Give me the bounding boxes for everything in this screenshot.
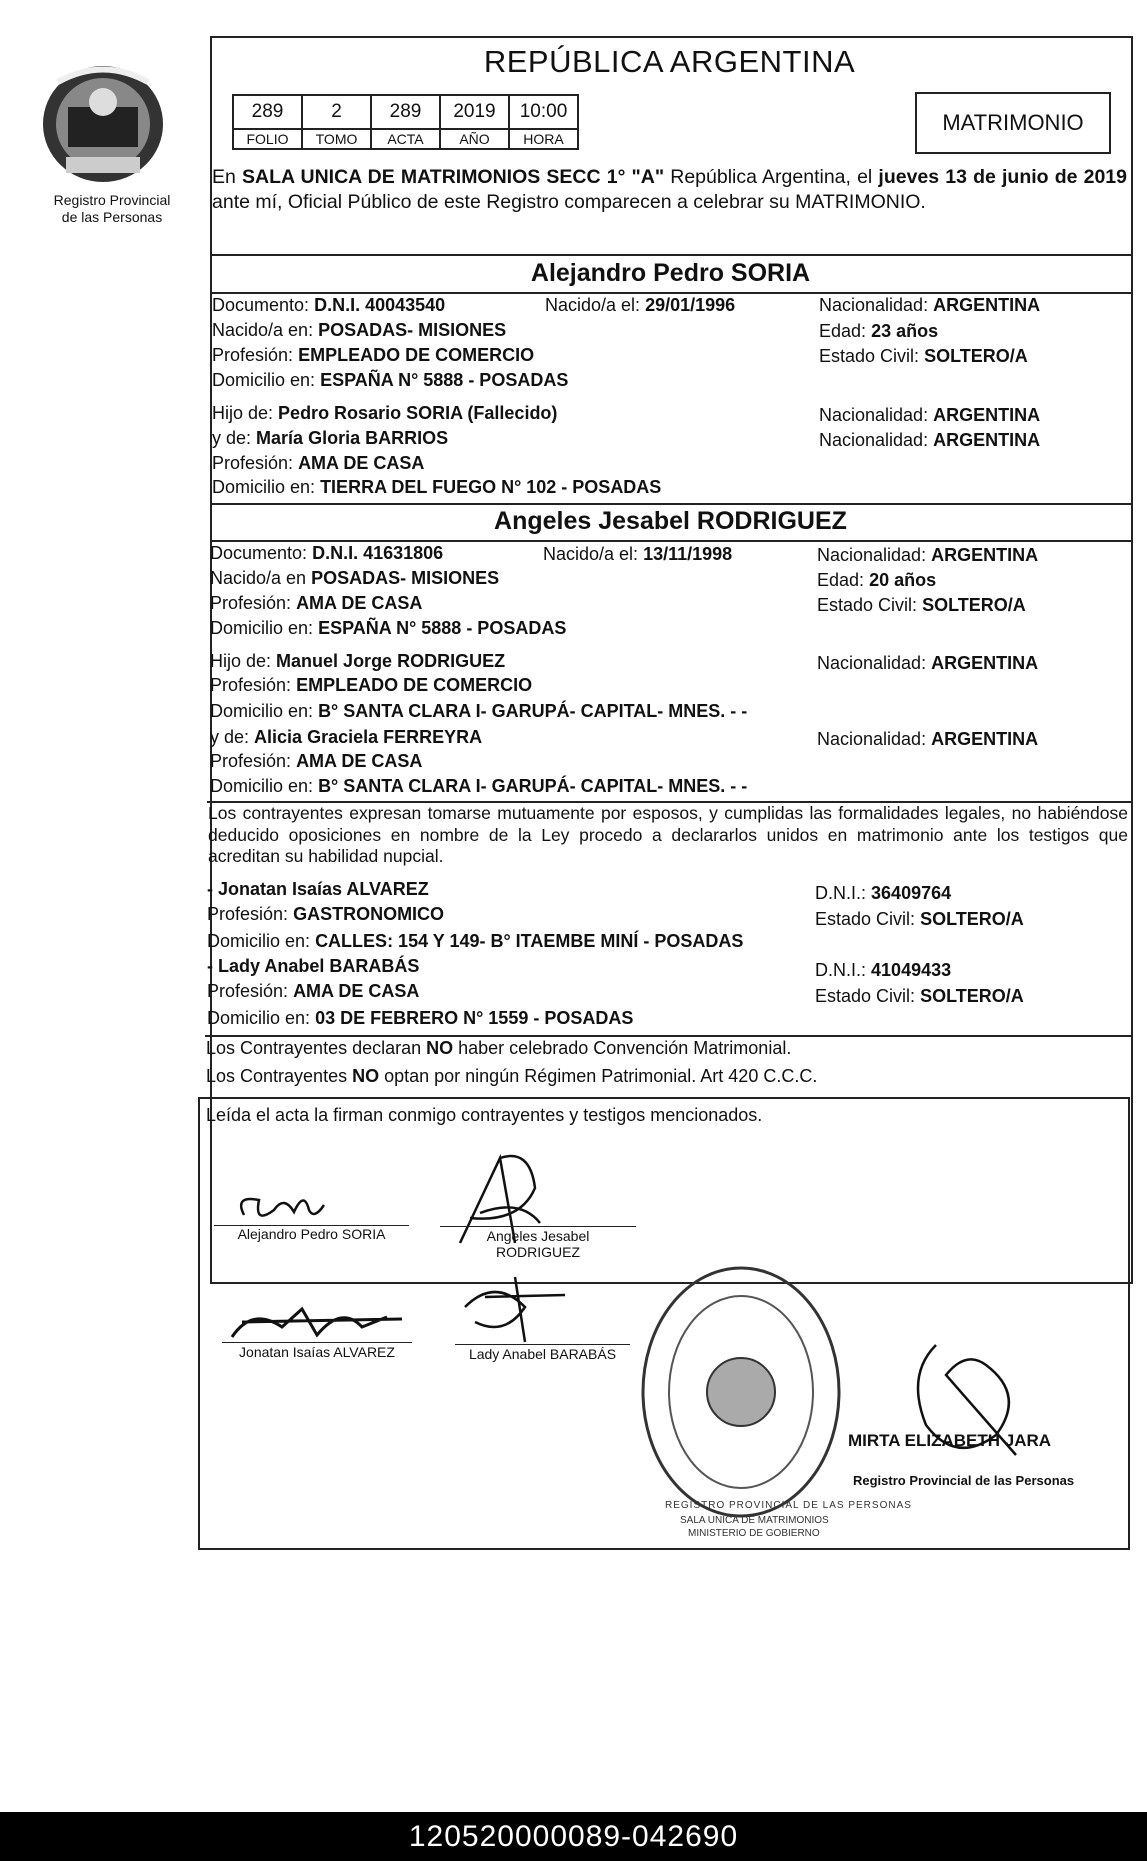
signature-line [440, 1226, 636, 1227]
bride-name-heading: Angeles Jesabel RODRIGUEZ [494, 507, 847, 535]
groom-address: Domicilio en: ESPAÑA N° 5888 - POSADAS [212, 370, 569, 390]
groom-profession: Profesión: EMPLEADO DE COMERCIO [212, 345, 535, 365]
ano-value: 2019 [440, 95, 509, 129]
bride-mother-nationality: Nacionalidad: ARGENTINA [817, 729, 1039, 749]
witness1-civil-status: Estado Civil: SOLTERO/A [815, 909, 1024, 929]
bride-father: Hijo de: Manuel Jorge RODRIGUEZ [210, 651, 506, 671]
witness2-address: Domicilio en: 03 DE FEBRERO N° 1559 - POSADAS [207, 1008, 634, 1028]
divider [210, 540, 1131, 542]
witness2-signature-name: Lady Anabel BARABÁS [468, 1346, 617, 1362]
groom-civil-status: Estado Civil: SOLTERO/A [819, 346, 1028, 366]
record-info-table [232, 94, 579, 150]
bride-father-address: Domicilio en: B° SANTA CLARA I- GARUPÁ- CAPITAL- MNES. - - [210, 701, 748, 721]
groom-father-nationality: Nacionalidad: ARGENTINA [819, 405, 1041, 425]
declaration-paragraph: Los contrayentes expresan tomarse mutuamente por esposos, y cumplidas las formalidades legales, no habiéndose deducido oposiciones en nombre de la Ley procedo a declararlos unidos en matrimonio ante los testigos que acreditan su habilidad nupcial. [208, 803, 1128, 866]
tomo-value: 2 [302, 95, 371, 129]
convention-statement: Los Contrayentes declaran NO haber celebrado Convención Matrimonial. [206, 1038, 792, 1058]
groom-parents-profession: Profesión: AMA DE CASA [212, 453, 425, 473]
witness2-profession: Profesión: AMA DE CASA [207, 981, 420, 1001]
bride-age: Edad: 20 años [817, 570, 937, 590]
seal-bottom-text: MINISTERIO DE GOBIERNO [688, 1528, 820, 1539]
groom-father: Hijo de: Pedro Rosario SORIA (Fallecido) [212, 403, 558, 423]
regime-statement: Los Contrayentes NO optan por ningún Régimen Patrimonial. Art 420 C.C.C. [206, 1066, 818, 1086]
officer-signature [886, 1335, 1036, 1480]
divider [210, 292, 1131, 294]
officer-name: MIRTA ELIZABETH JARA [848, 1431, 1052, 1450]
bride-mother: y de: Alicia Graciela FERREYRA [210, 727, 483, 747]
groom-mother: y de: María Gloria BARRIOS [212, 428, 449, 448]
witness2-signature [455, 1267, 575, 1352]
country-title: REPÚBLICA ARGENTINA [483, 44, 856, 79]
witness1-signature-name: Jonatan Isaías ALVAREZ [239, 1344, 395, 1360]
bride-father-profession: Profesión: EMPLEADO DE COMERCIO [210, 675, 533, 695]
hora-label: HORA [509, 129, 578, 149]
groom-parents-address: Domicilio en: TIERRA DEL FUEGO N° 102 - POSADAS [212, 477, 662, 497]
folio-label: FOLIO [233, 129, 302, 149]
divider [205, 1035, 1131, 1037]
bride-birth-date: Nacido/a el: 13/11/1998 [543, 544, 733, 564]
bride-mother-address: Domicilio en: B° SANTA CLARA I- GARUPÁ- CAPITAL- MNES. - - [210, 776, 748, 796]
ano-label: AÑO [440, 129, 509, 149]
intro-paragraph: En SALA UNICA DE MATRIMONIOS SECC 1° "A" República Argentina, el jueves 13 de junio de 2019 ante mí, Oficial Público de este Registro comparecen a celebrar su MATRIMONIO. [212, 166, 1127, 213]
witness1-address: Domicilio en: CALLES: 154 Y 149- B° ITAEMBE MINÍ - POSADAS [207, 931, 744, 951]
record-type-box: MATRIMONIO [915, 92, 1111, 154]
logo-caption: Registro Provincial de las Personas [53, 192, 171, 225]
divider [210, 254, 1131, 256]
witness2-dni: D.N.I.: 41049433 [815, 960, 952, 980]
document-barcode-number: 120520000089-042690 [0, 1812, 1147, 1861]
closing-statement: Leída el acta la firman conmigo contrayentes y testigos mencionados. [206, 1105, 763, 1125]
bride-address: Domicilio en: ESPAÑA N° 5888 - POSADAS [210, 618, 567, 638]
tomo-label: TOMO [302, 129, 371, 149]
groom-age: Edad: 23 años [819, 321, 939, 341]
groom-signature-name: Alejandro Pedro SORIA [237, 1226, 386, 1242]
bride-nationality: Nacionalidad: ARGENTINA [817, 545, 1039, 565]
acta-label: ACTA [371, 129, 440, 149]
bride-mother-profession: Profesión: AMA DE CASA [210, 751, 423, 771]
divider [210, 503, 1131, 505]
groom-birth-place: Nacido/a en: POSADAS- MISIONES [212, 320, 507, 340]
official-seal [636, 1262, 846, 1527]
groom-document: Documento: D.N.I. 40043540 [212, 295, 446, 315]
hora-value: 10:00 [509, 95, 578, 129]
bride-profession: Profesión: AMA DE CASA [210, 593, 423, 613]
acta-value: 289 [371, 95, 440, 129]
bride-birth-place: Nacido/a en POSADAS- MISIONES [210, 568, 500, 588]
groom-mother-nationality: Nacionalidad: ARGENTINA [819, 430, 1041, 450]
bride-civil-status: Estado Civil: SOLTERO/A [817, 595, 1026, 615]
witness2-civil-status: Estado Civil: SOLTERO/A [815, 986, 1024, 1006]
witness1-profession: Profesión: GASTRONOMICO [207, 904, 445, 924]
witness1-name: - Jonatan Isaías ALVAREZ [207, 879, 429, 899]
groom-name-heading: Alejandro Pedro SORIA [530, 259, 811, 287]
groom-nationality: Nacionalidad: ARGENTINA [819, 295, 1041, 315]
bride-father-nationality: Nacionalidad: ARGENTINA [817, 653, 1039, 673]
witness1-dni: D.N.I.: 36409764 [815, 883, 952, 903]
signature-line [222, 1342, 412, 1343]
witness2-name: - Lady Anabel BARABÁS [207, 956, 420, 976]
seal-inner-text: SALA UNICA DE MATRIMONIOS [680, 1515, 829, 1526]
bride-document: Documento: D.N.I. 41631806 [210, 543, 444, 563]
officer-title: Registro Provincial de las Personas [853, 1473, 1075, 1488]
signature-line [455, 1344, 630, 1345]
province-coat-of-arms-logo [38, 62, 178, 192]
seal-outer-text: REGISTRO PROVINCIAL DE LAS PERSONAS [665, 1500, 912, 1511]
groom-birth-date: Nacido/a el: 29/01/1996 [545, 295, 736, 315]
bride-signature-name: Angeles Jesabel RODRIGUEZ [486, 1228, 590, 1260]
folio-value: 289 [233, 95, 302, 129]
